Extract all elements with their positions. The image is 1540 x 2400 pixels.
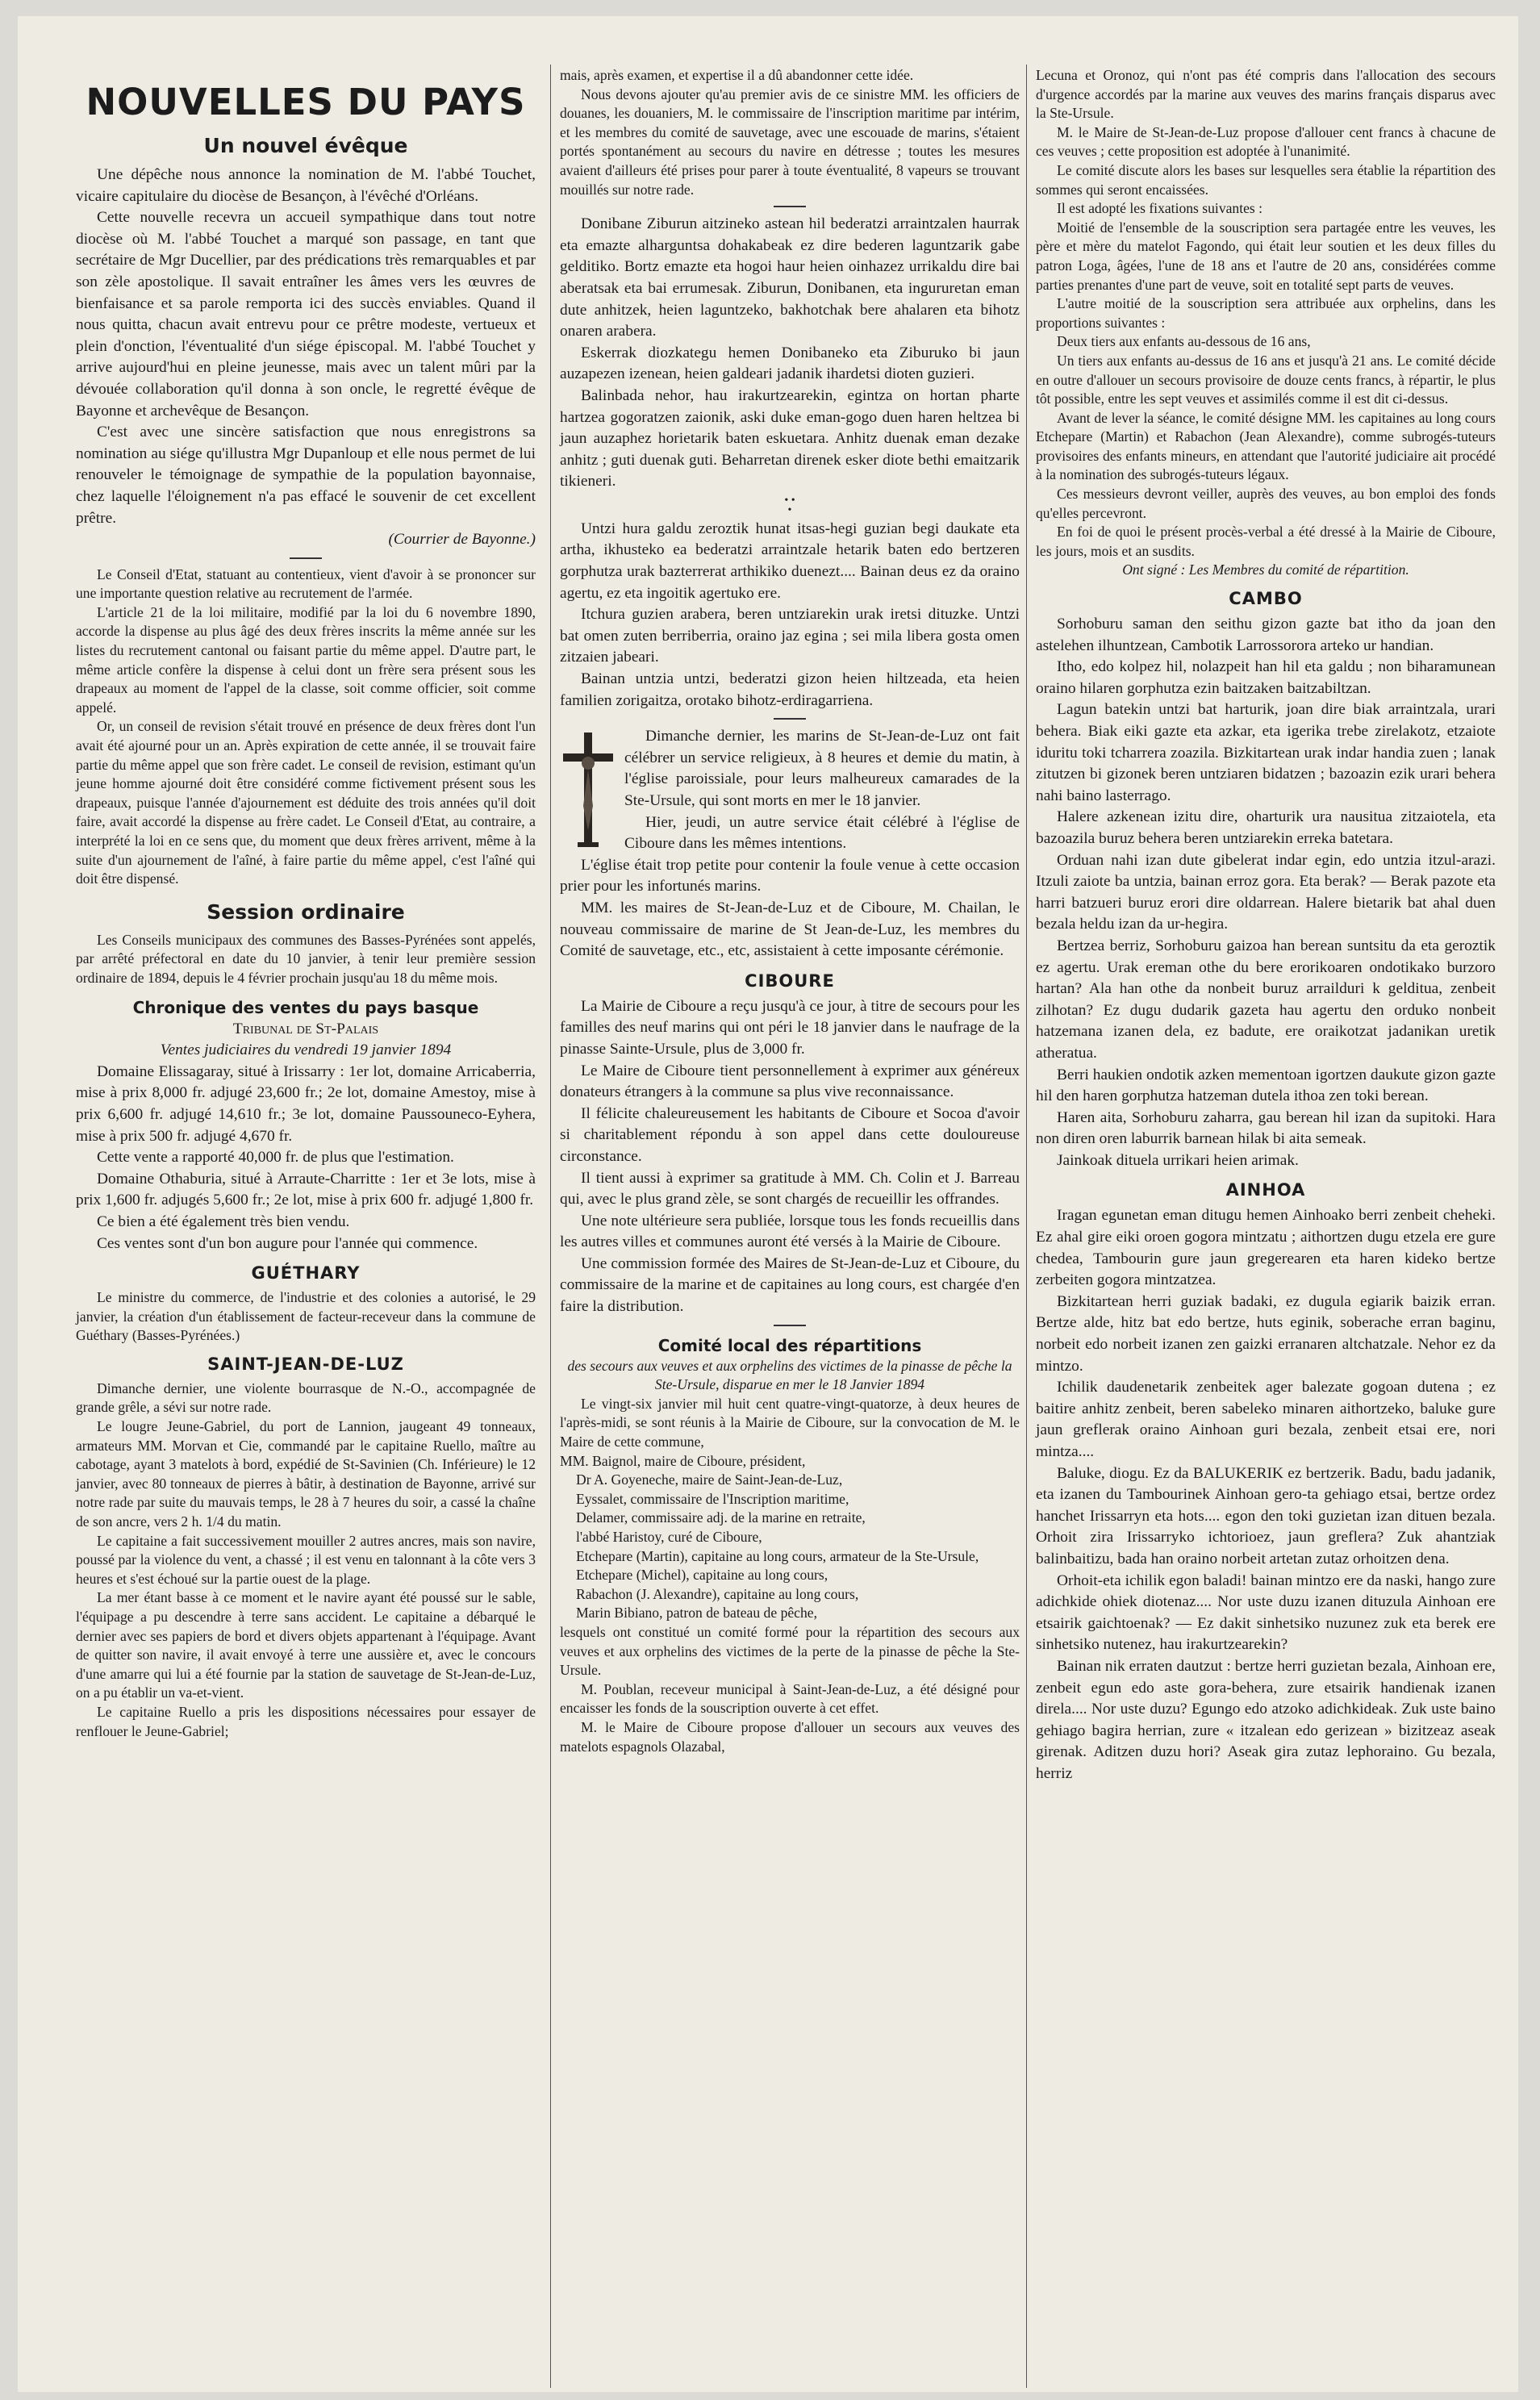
paragraph: Bertzea berriz, Sorhoburu gaizoa han berean suntsitu da eta geroztik ez agertu. Urak ereman othe du bere erorikoaren ondotikako burzoro hartan? Ala han othe da nonbeit buruz arrailduri k gelditua, zenbeit zilhotan? Ez dugu dudarik gazeta hau agertu den orduko nonbeit hatzemana izanen dela, ez badute, ere oraikotzat jadanikan uretik atheratua. — [1036, 937, 1496, 1062]
separator — [774, 1325, 806, 1326]
paragraph: Une dépêche nous annonce la nomination de M. l'abbé Touchet, vicaire capitulaire du diocèse de Besançon, à l'évêché d'Orléans. — [76, 166, 536, 205]
article-title-cambo: CAMBO — [1229, 589, 1303, 609]
paragraph: Domaine Othaburia, situé à Arraute-Charritte : 1er et 3e lots, mise à prix 1,600 fr. adjugés 5,600 fr.; 2e lot, mise à prix 600 fr. adjugé 1,800 fr. — [76, 1170, 536, 1209]
member-line: Dr A. Goyeneche, maire de Saint-Jean-de-Luz, — [576, 1471, 843, 1488]
paragraph: Bizkitartean herri guziak badaki, ez dugula egiarik baizik erran. Bertze alde, hitz bat edo bertze, huts eginik, soberache erran baginu, norbeit edo norbeit izanen zen gaizki erranaren altchatzale. Nehor ez da mintzo. — [1036, 1292, 1496, 1375]
paragraph: Hier, jeudi, un autre service était célébré à l'église de Ciboure dans les mêmes intentions. — [624, 813, 1020, 853]
column-3 — [1036, 66, 1496, 1785]
paragraph: Untzi hura galdu zeroztik hunat itsas-hegi guzian begi daukate eta artha, ikhusteko ea bederatzi arraintzale hetarik baten edo bertzeren gorphutza urak bazterrerat arthikiko duenezt.... Bainan deus ez da oraino agertu, ez eta ingoitik agertuko ere. — [560, 520, 1020, 602]
paragraph: Une commission formée des Maires de St-Jean-de-Luz et Ciboure, du commissaire de la marine et de capitaines au long cours, est chargée d'en faire la distribution. — [560, 1254, 1020, 1316]
member-line: Rabachon (J. Alexandre), capitaine au long cours, — [576, 1585, 859, 1602]
source-credit: (Courrier de Bayonne.) — [388, 531, 536, 549]
column-2 — [560, 66, 1020, 1756]
article-title-eveque: Un nouvel évêque — [203, 134, 408, 157]
paragraph: Domaine Elissagaray, situé à Irissarry : 1er lot, domaine Arricaberria, mise à prix 8,000 fr. adjugé 23,600 fr.; 2e lot, domaine Amestoy, mise à prix 6,600 fr. adjugé 14,610 fr.; 3e lot, domaine Paussouneco-Eyhera, mise à prix 500 fr. adjugé 4,670 fr. — [76, 1062, 536, 1145]
article-title-sjdl: SAINT-JEAN-DE-LUZ — [207, 1354, 404, 1374]
paragraph: Baluke, diogu. Ez da BALUKERIK ez bertzerik. Badu, badu jadanik, eta izanen du Tambourinek Ainhoan gero-ta gehiago etsai, bertze ordez hanchet Irissarryn eta hots.... egon den toki guzietan izan dituen bezala. Orhoit zira Irissarryko ichtorioez, jaun greflera? Zuk ahantziak balinbaitizu, bada han oraino norbeit artetan zutaz orhoitzen dena. — [1036, 1464, 1496, 1567]
paragraph: Iragan egunetan eman ditugu hemen Ainhoako berri zenbeit cheheki. Ez ahal gire eiki oroen gogora mintzatu ; aithortzen dugu etzela ere gure chedea, Tambourin gure jaun gregerearen eta haren kideko bertze zerbeiten gogora mintzatzea. — [1036, 1207, 1496, 1289]
ornament: • • • — [784, 494, 795, 516]
paragraph: Le vingt-six janvier mil huit cent quatre-vingt-quatorze, à deux heures de l'après-midi, se sont réunis à la Mairie de Ciboure, sur la convocation de M. le Maire de cette commune, — [560, 1395, 1020, 1450]
paragraph: Itho, edo kolpez hil, nolazpeit han hil eta galdu ; non biharamunean oraino hilaren gorphutza ezin baitzaken baitzabiltzan. — [1036, 658, 1496, 697]
member-line: Eyssalet, commissaire de l'Inscription maritime, — [576, 1490, 849, 1507]
paragraph: Ichilik daudenetarik zenbeitek ager balezate gogoan dutena ; ez baitire anhitz zenbeit, beren sabeleko minaren aithortzeko, baluke gure jaun greflerak oraino Ainhoan guri bezala, zenbeit etsai ere, nori mintza.... — [1036, 1379, 1496, 1460]
paragraph: Bainan untzia untzi, bederatzi gizon heien hiltzeada, eta heien familien zorigaitza, orotako bihotz-erdiragarriena. — [560, 670, 1020, 709]
member-line: Marin Bibiano, patron de bateau de pêche, — [576, 1605, 817, 1622]
column-1 — [76, 68, 536, 1741]
paragraph: Le capitaine Ruello a pris les dispositions nécessaires pour essayer de renflouer le Jeune-Gabriel; — [76, 1703, 536, 1739]
masthead-title: NOUVELLES DU PAYS — [86, 81, 526, 123]
member-line: MM. Baignol, maire de Ciboure, président, — [560, 1452, 806, 1469]
paragraph: lesquels ont constitué un comité formé pour la répartition des secours aux veuves et aux orphelins des victimes de la perte de la pinasse de pêche la Ste-Ursule. — [560, 1623, 1020, 1679]
paragraph: Sorhoburu saman den seithu gizon gazte bat itho da joan den astelehen ilhuntzean, Cambotik Larrossorora arteko ur handian. — [1036, 616, 1496, 654]
paragraph: L'autre moitié de la souscription sera attribuée aux orphelins, dans les proportions suivantes : — [1036, 295, 1496, 331]
paragraph: Nous devons ajouter qu'au premier avis de ce sinistre MM. les officiers de douanes, les douaniers, M. le commissaire de l'inscription maritime par intérim, et les membres du comité de sauvetage, avec une escouade de marins, s'étaient portés spontanément au secours du navire en détresse ; toutes les mesures avaient d'ailleurs été prises pour parer à toute éventualité, 8 vapeurs se trouvant mouillés sur notre rade. — [560, 86, 1020, 198]
paragraph: Haren aita, Sorhoburu zaharra, gau berean hil izan da supitoki. Hara non diren oren laburrik barnean hilak bi aita semeak. — [1036, 1108, 1496, 1148]
paragraph: Le lougre Jeune-Gabriel, du port de Lannion, jaugeant 49 tonneaux, armateurs MM. Morvan et Cie, commandé par le capitaine Ruello, maître au cabotage, ayant 3 matelots à bord, expédié de St-Savinien (Ch. Inférieure) le 12 janvier, avec 80 tonneaux de pierres à bâtir, à destination de Bayonne, arrivé sur notre rade par suite du mauvais temps, le 28 à 7 heures du soir, a cassé la chaîne de son ancre, vers 2 h. 1/4 du matin. — [76, 1418, 536, 1530]
paragraph: En foi de quoi le présent procès-verbal a été dressé à la Mairie de Ciboure, les jours, mois et an susdits. — [1036, 524, 1496, 559]
column-rule — [1026, 65, 1027, 2388]
comite-subtitle: des secours aux veuves et aux orphelins des victimes de la pinasse de pêche la Ste-Ursule, disparue en mer le 18 Janvier 1894 — [567, 1357, 1012, 1393]
paragraph: Orduan nahi izan dute gibelerat indar egin, edo untzia itzul-arazi. Itzuli zaiote ba untzia, bainan erroz gora. Eta berak? — Berak pazote eta harri batzueri buruz erori dire oldarrean. Halere bietarik bat ahal duen bezala heldu izan da ur-hegira. — [1036, 851, 1496, 933]
separator — [774, 206, 806, 207]
signature-line: Ont signé : Les Membres du comité de répartition. — [1122, 561, 1409, 578]
paragraph: Deux tiers aux enfants au-dessous de 16 ans, — [1057, 333, 1311, 350]
paragraph: Cette vente a rapporté 40,000 fr. de plus que l'estimation. — [97, 1149, 454, 1167]
paragraph: Orhoit-eta ichilik egon baladi! bainan mintzo ere da naski, hango zure adichkide ohiek diotenaz.... Nor uste duzu izanen dituzula Ainhoan ere etsairik gaichtoenak? — Ez dakit sinhetsiko nuzunez zuk eta berek ere sinhetsiko nutenez, hau irakurtzearekin? — [1036, 1571, 1496, 1654]
paragraph: Dimanche dernier, une violente bourrasque de N.-O., accompagnée de grande grêle, a sévi sur notre rade. — [76, 1379, 536, 1416]
paragraph: Moitié de l'ensemble de la souscription sera partagée entre les veuves, les père et mère du matelot Fagondo, qui était leur soutien et les deux filles du patron Loga, âgées, l'une de 18 ans et l'autre de 20 ans, considérées comme parties prenantes d'une part de veuve, soit en totalité sept parts de veuves. — [1036, 219, 1496, 293]
paragraph: Cette nouvelle recevra un accueil sympathique dans tout notre diocèse où M. l'abbé Touchet a marqué son passage, en tant que secrétaire de Mgr Ducellier, par des prédications très remarquables et par son zèle apostolique. Il savait entraîner les âmes vers les œuvres de bienfaisance et sa parole remporta ici des succès enviables. Quand il nous quitta, chacun avait entrevu pour ce prêtre modeste, vertueux et plein d'onction, l'éventualité d'un siége épiscopal. M. l'abbé Touchet y arrive aujourd'hui en pleine jeunesse, mais avec un talent mûri par la dévouée collaboration qu'il donna à son oncle, le regretté évêque de Bayonne et archevêque de Besançon. — [76, 209, 536, 419]
paragraph: Le Maire de Ciboure tient personnellement à exprimer aux généreux donateurs étrangers à la commune sa plus vive reconnaissance. — [560, 1062, 1020, 1101]
paragraph: Lecuna et Oronoz, qui n'ont pas été compris dans l'allocation des secours d'urgence accordés par la marine aux veuves des marins français disparus avec la Ste-Ursule. — [1036, 67, 1496, 122]
member-line: Etchepare (Michel), capitaine au long cours, — [576, 1567, 828, 1584]
paragraph: Bainan nik erraten dautzut : bertze herri guzietan bezala, Ainhoan ere, zenbeit egun edo aste gora-behera, zure etsairik handienak izanen direla.... Nor uste duzu? Egungo edo atzoko adichkideak. Zuk uste baino gehiago bagira herrian, zure « itzalean edo gerizean » bizitzeaz aseak girenak. Aditzen duzu hori? Aseak gira zutaz lephoraino. Gu bezala, herriz — [1036, 1657, 1496, 1782]
paragraph: Jainkoak dituela urrikari heien arimak. — [1057, 1151, 1299, 1169]
paragraph: La Mairie de Ciboure a reçu jusqu'à ce jour, à titre de secours pour les familles des neuf marins qui ont péri le 18 janvier dans le naufrage de la pinasse Sainte-Ursule, plus de 3,000 fr. — [560, 997, 1020, 1058]
article-title-chronique: Chronique des ventes du pays basque — [132, 997, 479, 1017]
paragraph: Ce bien a été également très bien vendu. — [97, 1213, 350, 1230]
paragraph: Donibane Ziburun aitzineko astean hil bederatzi arraintzalen haurrak eta emazte alharguntsa dohakabeak ez dire bederen laguntzarik gabe gelditiko. Bortz emazte eta hogoi haur heien oinhazez urrikaldu dire bai aberatsak eta bai errumesak. Ziburun, Donibanen, eta ingururetan eman dute anhitzek, heien laguntzeko, bakhotchak bere ahalaren eta bihotz onaren arabera. — [560, 215, 1020, 340]
separator — [290, 557, 322, 559]
sale-date: Ventes judiciaires du vendredi 19 janvier 1894 — [160, 1041, 452, 1059]
paragraph: Ces ventes sont d'un bon augure pour l'année qui commence. — [97, 1234, 478, 1252]
paragraph: L'article 21 de la loi militaire, modifié par la loi du 6 novembre 1890, accorde la dispense au plus âgé des deux frères inscrits la même année sur les listes du recrutement cantonal ou faisant partie du même appel. D'autre part, le même article confère la dispense à celui dont un frère sera présent sous les drapeaux au moment de l'appel de la classe, soit comme officier, soit comme appelé. — [76, 603, 536, 716]
paragraph: Lagun batekin untzi bat harturik, joan dire biak arraintzala, urari behera. Biak eiki gazte eta azkar, eta igerika trebe zirelakotz, etzaiote iduritu toki tcharrera zoazila. Bizkitartean urak indar handia zuen ; lanak zitutzen bi gizonek beren untziaren bidatzen ; bazoazin ezik urari behera nahi baino lasterrago. — [1036, 701, 1496, 804]
paragraph: Eskerrak diozkategu hemen Donibaneko eta Ziburuko bi jaun auzapezen izenean, heien galdeari jadanik ihardetsi dioten guzieri. — [560, 344, 1020, 383]
paragraph: M. le Maire de St-Jean-de-Luz propose d'allouer cent francs à chacune de ces veuves ; cette proposition est adoptée à l'unanimité. — [1036, 123, 1496, 160]
paragraph: MM. les maires de St-Jean-de-Luz et de Ciboure, M. Chailan, le nouveau commissaire de marine de St Jean-de-Luz, les membres du Comité de sauvetage, etc., etc, assistaient à cette imposante cérémonie. — [560, 899, 1020, 960]
paragraph: Itchura guzien arabera, beren untziarekin urak iretsi dituzke. Untzi bat omen zuten berriberria, oraino jaz egina ; sei mila libera gosta omen zitzaien jabeari. — [560, 606, 1020, 666]
article-title-session: Session ordinaire — [207, 899, 405, 924]
member-line: Delamer, commissaire adj. de la marine en retraite, — [576, 1509, 866, 1526]
paragraph: L'église était trop petite pour contenir la foule venue à cette occasion prier pour les infortunés marins. — [560, 856, 1020, 895]
paragraph: Or, un conseil de revision s'était trouvé en présence de deux frères dont l'un avait été ajourné pour un an. Après expiration de cette année, il se trouvait faire partie du même appel que son frère cadet. Le conseil de revision, estimant qu'un jeune homme ajourné doit être considéré comme fictivement présent sous les drapeaux, puisque l'année d'ajournement est déduite des trois années qu'il doit faire, avait accordé la dispense au frère cadet. Le Conseil d'Etat, au contraire, a interprété la loi en ce sens que, du moment que deux frères arrivent, même à la suite d'un ajournement de l'aîné, à faire partie du même appel, c'est l'aîné qui doit être dispensé. — [76, 718, 536, 887]
column-rule — [550, 65, 551, 2388]
paragraph: Berri haukien ondotik azken mementoan igortzen daukute gizon gazte hil den haren gorphutza hatzeman dutela ithoa zen toki berean. — [1036, 1066, 1496, 1105]
newspaper-page — [18, 16, 1518, 2392]
paragraph: Le capitaine a fait successivement mouiller 2 autres ancres, mais son navire, poussé par la violence du vent, a chassé ; il est venu en talonnant à la côte vers 3 heures et s'est échoué sur la partie ouest de la plage. — [76, 1532, 536, 1587]
paragraph: Il félicite chaleureusement les habitants de Ciboure et Socoa d'avoir si charitablement répondu à son appel dans cette douloureuse circonstance. — [560, 1104, 1020, 1165]
paragraph: Il tient aussi à exprimer sa gratitude à MM. Ch. Colin et J. Barreau qui, avec le plus grand zèle, se sont chargés de recueillir les offrandes. — [560, 1169, 1020, 1208]
paragraph: Balinbada nehor, hau irakurtzearekin, egintza on hortan pharte hartzea gogoratzen zaionik, aski duke eman-gogo duen haren heltzea bi jaun auzaphez horietarik baten eskuetara. Anhitz duenak eman dezake anhitz ; guti duenak guti. Beharretan direnek esker diote bethi emaitzarik tikieneri. — [560, 386, 1020, 490]
article-title-ainhoa: AINHOA — [1225, 1180, 1306, 1200]
paragraph: C'est avec une sincère satisfaction que nous enregistrons sa nomination au siége qu'illustra Mgr Dupanloup et elle nous permet de lui renouveler le témoignage de sympathie de la population bayonnaise, chez laquelle l'éloignement n'a pas effacé le souvenir de cet excellent prêtre. — [76, 424, 536, 527]
paragraph: Halere azkenean izitu dire, oharturik ura nausitua zitzaiotela, eta bazoazila buruz behera beren untziarekin erreka batetara. — [1036, 808, 1496, 847]
paragraph: Une note ultérieure sera publiée, lorsque tous les fonds recueillis dans les autres villes et communes auront été versés à la Mairie de Ciboure. — [560, 1212, 1020, 1251]
paragraph: M. Poublan, receveur municipal à Saint-Jean-de-Luz, a été désigné pour encaisser les fonds de la souscription ouverte à cet effet. — [560, 1680, 1020, 1717]
member-line: Etchepare (Martin), capitaine au long cours, armateur de la Ste-Ursule, — [576, 1547, 979, 1564]
paragraph: Le comité discute alors les bases sur lesquelles sera établie la répartition des sommes qui seront encaissées. — [1036, 161, 1496, 198]
article-title-guethary: GUÉTHARY — [251, 1263, 361, 1283]
separator — [774, 718, 806, 720]
paragraph: Le Conseil d'Etat, statuant au contentieux, vient d'avoir à se prononcer sur une importante question relative au recrutement de l'armée. — [76, 566, 536, 602]
paragraph: Les Conseils municipaux des communes des Basses-Pyrénées sont appelés, par arrêté préfectoral en date du 10 janvier, à tenir leur première session ordinaire de 1894, depuis le 4 février prochain jusqu'au 18 du même mois. — [76, 931, 536, 986]
crucifix-icon — [560, 729, 616, 850]
paragraph: Avant de lever la séance, le comité désigne MM. les capitaines au long cours Etchepare (Martin) et Rabachon (Jean Alexandre), comme subrogés-tuteurs provisoires des enfants mineurs, en attendant que l'autorité judiciaire ait procédé à la nomination des subrogés-tuteurs légaux. — [1036, 409, 1496, 483]
article-title-comite: Comité local des répartitions — [657, 1335, 922, 1355]
paragraph: M. le Maire de Ciboure propose d'allouer un secours aux veuves des matelots espagnols Olazabal, — [560, 1718, 1020, 1755]
paragraph: La mer étant basse à ce moment et le navire ayant été poussé sur le sable, l'équipage a pu descendre à terre sans accident. Le capitaine a débarqué le dernier avec ses papiers de bord et divers objets appartenant à l'équipage. Avant de quitter son navire, il avait envoyé à terre une aussière et, avec le concours d'une amarre qui lui a été fournie par la station de sauvetage de St-Jean-de-Luz, on a pu établir un va-et-vient. — [76, 1589, 536, 1701]
paragraph: Un tiers aux enfants au-dessus de 16 ans et jusqu'à 21 ans. Le comité décide en outre d'allouer un secours provisoire de douze cents francs, à répartir, le plus tôt possible, entre les sept veuves et assimilés comme il est dit ci-dessus. — [1036, 352, 1496, 407]
tribunal-label: Tribunal de St-Palais — [232, 1020, 379, 1037]
paragraph: Il est adopté les fixations suivantes : — [1057, 200, 1263, 217]
member-line: l'abbé Haristoy, curé de Ciboure, — [576, 1529, 762, 1545]
paragraph: mais, après examen, et expertise il a dû abandonner cette idée. — [560, 67, 914, 83]
article-title-ciboure: CIBOURE — [745, 970, 835, 991]
paragraph: Ces messieurs devront veiller, auprès des veuves, au bon emploi des fonds qu'elles percevront. — [1036, 486, 1496, 521]
paragraph: Dimanche dernier, les marins de St-Jean-de-Luz ont fait célébrer un service religieux, à 8 heures et demie du matin, à l'église paroissiale, pour leurs malheureux camarades de la Ste-Ursule, qui sont morts en mer le 18 janvier. — [624, 728, 1020, 809]
paragraph: Le ministre du commerce, de l'industrie et des colonies a autorisé, le 29 janvier, la création d'un établissement de facteur-receveur dans la commune de Guéthary (Basses-Pyrénées.) — [76, 1289, 536, 1344]
